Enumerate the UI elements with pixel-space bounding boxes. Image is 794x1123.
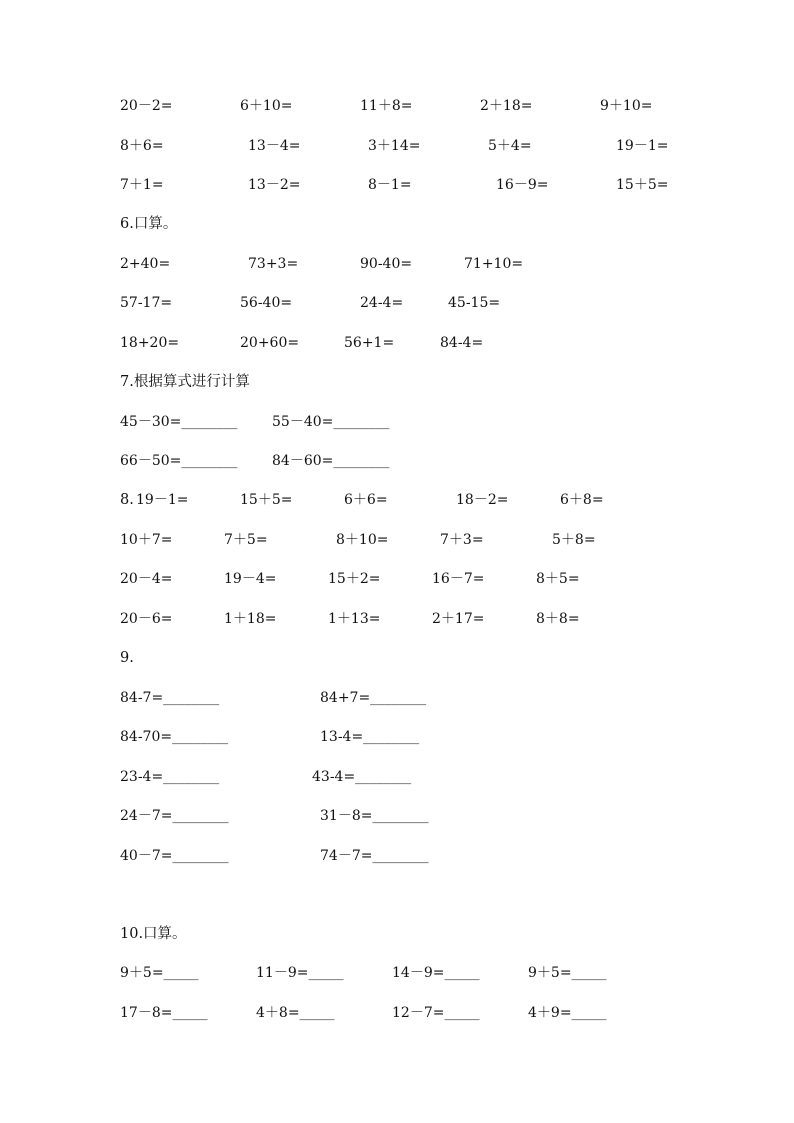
fill-in-expression: 45－30=________ [120,414,238,430]
question-6-title: 6.口算。 [120,216,178,232]
expression: 19－4= [224,571,277,587]
fill-in-expression: 23-4=________ [120,769,220,785]
question-7-title: 7.根据算式进行计算 [120,374,250,390]
fill-in-expression: 66－50=________ [120,453,238,469]
expression: 1＋13= [328,611,381,627]
expression: 20+60= [240,335,300,351]
expression: 6＋6= [344,492,388,508]
fill-in-expression: 9＋5=_____ [120,965,199,981]
expression: 13－4= [248,138,301,154]
fill-in-expression: 74－7=________ [320,848,429,864]
expression: 13－2= [248,177,301,193]
expression: 5＋4= [488,138,532,154]
expression: 7＋5= [224,532,268,548]
fill-in-expression: 84－60=________ [272,453,390,469]
expression: 8－1= [368,177,412,193]
fill-in-expression: 12－7=_____ [392,1005,480,1021]
expression: 20－6= [120,611,173,627]
fill-in-expression: 14－9=_____ [392,965,480,981]
fill-in-expression: 4＋8=_____ [256,1005,335,1021]
question-10-title: 10.口算。 [120,926,187,942]
expression: 20－2= [120,98,173,114]
fill-in-expression: 31－8=________ [320,808,429,824]
expression: 8＋10= [336,532,389,548]
expression: 2＋18= [480,98,533,114]
expression: 15＋2= [328,571,381,587]
expression: 10＋7= [120,532,173,548]
expression: 7＋1= [120,177,164,193]
expression: 11＋8= [360,98,413,114]
expression: 19－1= [616,138,669,154]
expression: 16－7= [432,571,485,587]
expression: 73+3= [248,256,299,272]
question-8-title: 8. [120,492,134,508]
expression: 7＋3= [440,532,484,548]
expression: 84-4= [440,335,484,351]
fill-in-expression: 40－7=________ [120,848,229,864]
expression: 6＋8= [560,492,604,508]
expression: 56-40= [240,295,293,311]
expression: 2+40= [120,256,171,272]
expression: 24-4= [360,295,404,311]
fill-in-expression: 11－9=_____ [256,965,344,981]
expression: 45-15= [448,295,501,311]
fill-in-expression: 17－8=_____ [120,1005,208,1021]
expression: 20－4= [120,571,173,587]
fill-in-expression: 24－7=________ [120,808,229,824]
expression: 3＋14= [368,138,421,154]
expression: 57-17= [120,295,173,311]
expression: 56+1= [344,335,395,351]
expression: 6＋10= [240,98,293,114]
expression: 15＋5= [616,177,669,193]
expression: 5＋8= [552,532,596,548]
question-9-title: 9. [120,650,134,666]
expression: 90-40= [360,256,413,272]
expression: 9＋10= [600,98,653,114]
fill-in-expression: 13-4=________ [320,729,420,745]
fill-in-expression: 55－40=________ [272,414,390,430]
expression: 8＋8= [536,611,580,627]
expression: 8＋6= [120,138,164,154]
fill-in-expression: 84+7=________ [320,690,427,706]
expression: 1＋18= [224,611,277,627]
fill-in-expression: 84-70=________ [120,729,229,745]
expression: 71+10= [464,256,524,272]
fill-in-expression: 4＋9=_____ [528,1005,607,1021]
fill-in-expression: 43-4=________ [312,769,412,785]
expression: 18－2= [456,492,509,508]
expression: 16－9= [496,177,549,193]
fill-in-expression: 9＋5=_____ [528,965,607,981]
fill-in-expression: 84-7=________ [120,690,220,706]
expression: 19－1= [136,492,189,508]
expression: 8＋5= [536,571,580,587]
expression: 18+20= [120,335,180,351]
expression: 2＋17= [432,611,485,627]
expression: 15＋5= [240,492,293,508]
